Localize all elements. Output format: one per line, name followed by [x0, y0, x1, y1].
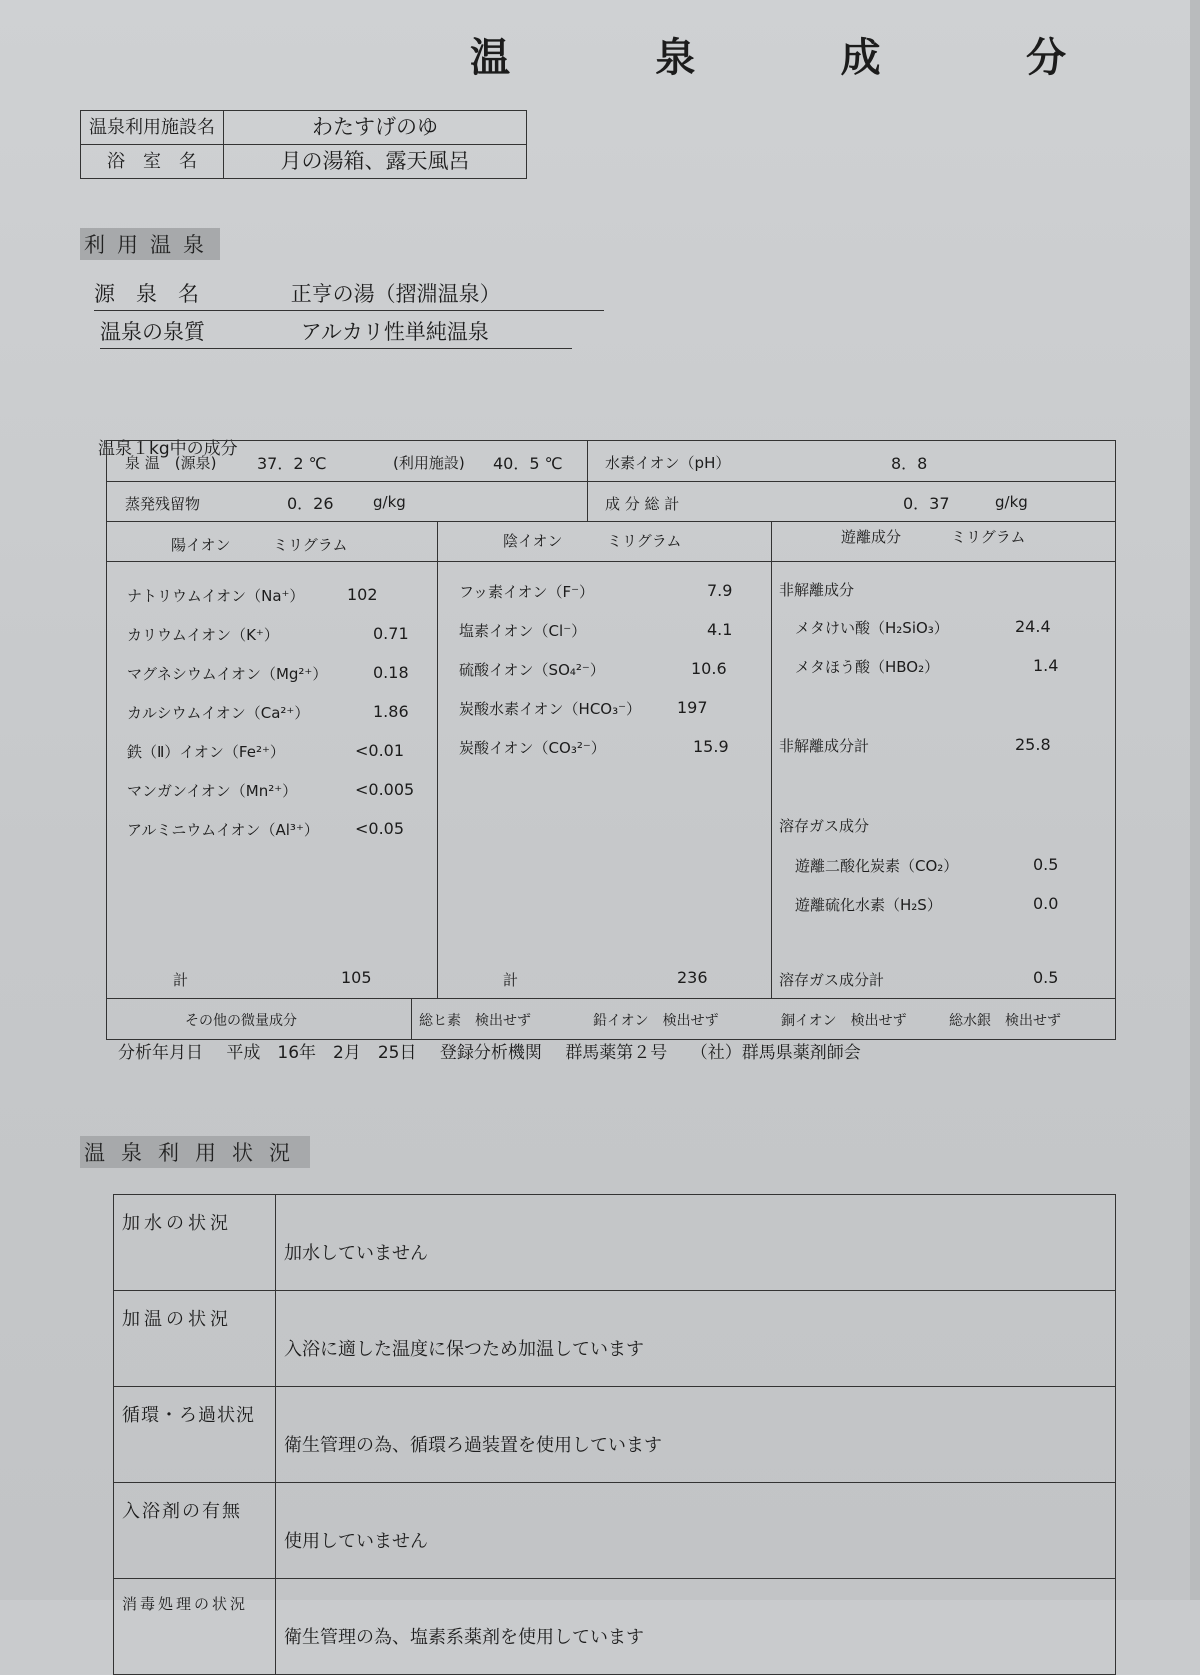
usage-label: 循環・ろ過状況 — [114, 1387, 276, 1483]
usage-value: 使用していません — [276, 1483, 1116, 1579]
ph-label: 水素イオン（pH） — [605, 454, 731, 472]
free-item-name: メタほう酸（HBO₂） — [795, 658, 940, 676]
gas-name: 遊離二酸化炭素（CO₂） — [795, 857, 959, 875]
section-usage-heading: 温泉利用状況 — [80, 1136, 310, 1168]
anion-value: 197 — [677, 698, 708, 717]
components-caption: 温泉１kg中の成分 — [98, 439, 238, 459]
components-table — [106, 440, 1116, 1040]
bath-name-label: 浴 室 名 — [81, 145, 224, 179]
cation-name: アルミニウムイオン（Al³⁺） — [127, 821, 319, 839]
grid-line — [437, 521, 438, 998]
total-unit: g/kg — [995, 493, 1028, 511]
trace-item: 総水銀 検出せず — [949, 1013, 1061, 1029]
analysis-org-label: 登録分析機関 — [439, 1043, 542, 1063]
nondissoc-total-value: 25.8 — [1015, 735, 1051, 754]
sheet-edge — [1190, 0, 1200, 1600]
anion-sum-value: 236 — [677, 968, 708, 987]
grid-line — [107, 998, 1115, 999]
temp-facility-value: 40．5 ℃ — [493, 454, 563, 473]
usage-label: 入浴剤の有無 — [114, 1483, 276, 1579]
cation-name: ナトリウムイオン（Na⁺） — [127, 587, 305, 605]
anion-value: 15.9 — [693, 737, 729, 756]
cation-header: 陽イオン — [171, 536, 231, 554]
temp-label: 泉 温 (源泉) — [125, 454, 217, 472]
gas-total-value: 0.5 — [1033, 968, 1059, 987]
usage-value: 衛生管理の為、塩素系薬剤を使用しています — [276, 1579, 1116, 1675]
analysis-org-name: （社）群馬県薬剤師会 — [690, 1043, 861, 1063]
cation-sum-label: 計 — [173, 971, 189, 989]
total-value: 0．37 — [903, 494, 950, 513]
spring-quality-value: アルカリ性単純温泉 — [300, 320, 489, 344]
trace-item: 総ヒ素 検出せず — [419, 1013, 531, 1029]
analysis-date-label: 分析年月日 — [118, 1043, 203, 1063]
total-label: 成 分 総 計 — [605, 495, 680, 513]
source-name-line — [94, 278, 604, 311]
usage-value: 入浴に適した温度に保つため加温しています — [276, 1291, 1116, 1387]
analysis-org-id: 群馬薬第２号 — [565, 1043, 668, 1063]
nondissoc-total-label: 非解離成分計 — [779, 737, 870, 755]
anion-name: 炭酸水素イオン（HCO₃⁻） — [459, 700, 642, 718]
residue-label: 蒸発残留物 — [125, 495, 201, 513]
spring-quality-line — [100, 316, 572, 349]
nondissoc-label: 非解離成分 — [779, 581, 855, 599]
cation-value: <0.01 — [355, 741, 405, 760]
anion-value: 4.1 — [707, 620, 733, 639]
cation-value: 0.18 — [373, 663, 409, 682]
trace-label: その他の微量成分 — [185, 1013, 297, 1029]
cation-name: マグネシウムイオン（Mg²⁺） — [127, 665, 328, 683]
cation-value: <0.05 — [355, 819, 405, 838]
grid-line — [411, 998, 412, 1039]
cation-value: <0.005 — [355, 780, 415, 799]
anion-name: 硫酸イオン（SO₄²⁻） — [459, 661, 605, 679]
anion-header: 陰イオン — [503, 532, 563, 550]
analysis-line — [118, 1038, 879, 1063]
analysis-date: 平成 16年 2月 25日 — [226, 1043, 417, 1063]
gas-value: 0.0 — [1033, 894, 1059, 913]
anion-unit: ミリグラム — [607, 532, 682, 550]
usage-value: 衛生管理の為、循環ろ過装置を使用しています — [276, 1387, 1116, 1483]
title-char: 泉 — [655, 35, 700, 81]
title-char: 成 — [840, 35, 885, 81]
cation-value: 102 — [347, 585, 378, 604]
facility-name-value: わたすげのゆ — [224, 111, 527, 145]
usage-label: 加温の状況 — [114, 1291, 276, 1387]
ph-value: 8．8 — [891, 454, 928, 473]
section-spring-heading: 利用温泉 — [80, 228, 220, 260]
grid-line — [107, 481, 1115, 482]
spring-quality-label: 温泉の泉質 — [100, 320, 205, 344]
facility-table — [80, 110, 527, 179]
cation-name: カルシウムイオン（Ca²⁺） — [127, 704, 310, 722]
facility-name-label: 温泉利用施設名 — [81, 111, 224, 145]
title-char: 分 — [1025, 35, 1070, 81]
usage-row — [114, 1195, 1116, 1291]
gas-total-label: 溶存ガス成分計 — [779, 971, 885, 989]
grid-line — [771, 521, 772, 998]
cation-unit: ミリグラム — [273, 536, 348, 554]
trace-item: 銅イオン 検出せず — [781, 1013, 907, 1029]
usage-label: 消毒処理の状況 — [114, 1579, 276, 1675]
source-name-value: 正亨の湯（摺淵温泉） — [290, 282, 501, 306]
anion-value: 7.9 — [707, 581, 733, 600]
temp-source-value: 37．2 ℃ — [257, 454, 327, 473]
free-item-value: 1.4 — [1033, 656, 1059, 675]
usage-row — [114, 1579, 1116, 1675]
free-item-name: メタけい酸（H₂SiO₃） — [795, 619, 949, 637]
grid-line — [107, 521, 1115, 522]
temp-facility-label: (利用施設) — [393, 454, 465, 472]
anion-value: 10.6 — [691, 659, 727, 678]
grid-line — [107, 561, 1115, 562]
usage-row — [114, 1387, 1116, 1483]
residue-unit: g/kg — [373, 493, 406, 511]
usage-table — [113, 1194, 1116, 1675]
anion-name: 炭酸イオン（CO₃²⁻） — [459, 739, 606, 757]
usage-label: 加水の状況 — [114, 1195, 276, 1291]
cation-name: マンガンイオン（Mn²⁺） — [127, 782, 298, 800]
title-char: 温 — [470, 35, 514, 81]
free-unit: ミリグラム — [951, 528, 1026, 546]
usage-row — [114, 1291, 1116, 1387]
gas-name: 遊離硫化水素（H₂S） — [795, 896, 942, 914]
cation-value: 0.71 — [373, 624, 409, 643]
gas-value: 0.5 — [1033, 855, 1059, 874]
page-title — [470, 26, 1070, 83]
bath-name-value: 月の湯箱、露天風呂 — [224, 145, 527, 179]
anion-name: フッ素イオン（F⁻） — [459, 583, 595, 601]
anion-name: 塩素イオン（Cl⁻） — [459, 622, 587, 640]
source-name-label: 源 泉 名 — [94, 282, 199, 306]
cation-value: 1.86 — [373, 702, 409, 721]
gas-label: 溶存ガス成分 — [779, 817, 870, 835]
trace-item: 鉛イオン 検出せず — [593, 1013, 719, 1029]
cation-sum-value: 105 — [341, 968, 372, 987]
free-item-value: 24.4 — [1015, 617, 1051, 636]
free-header: 遊離成分 — [841, 528, 902, 546]
cation-name: カリウムイオン（K⁺） — [127, 626, 279, 644]
usage-value: 加水していません — [276, 1195, 1116, 1291]
usage-row — [114, 1483, 1116, 1579]
anion-sum-label: 計 — [503, 971, 519, 989]
residue-value: 0．26 — [287, 494, 334, 513]
cation-name: 鉄（Ⅱ）イオン（Fe²⁺） — [127, 743, 285, 761]
grid-line — [587, 441, 588, 521]
